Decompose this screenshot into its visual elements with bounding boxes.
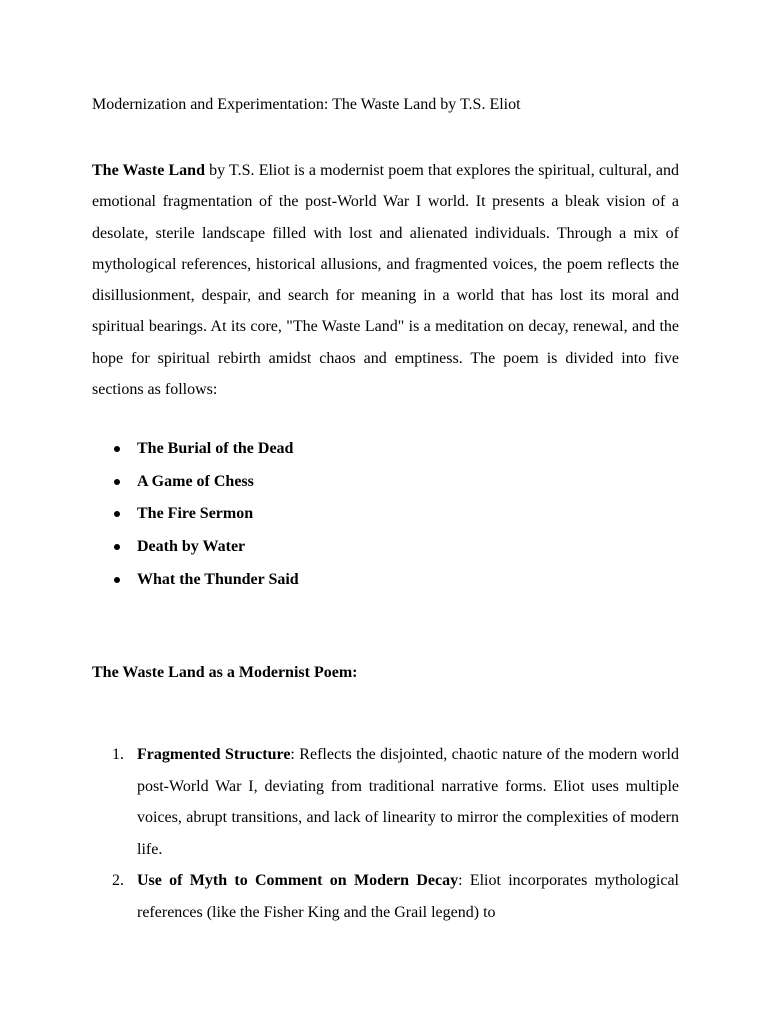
intro-lead-term: The Waste Land (92, 162, 205, 179)
points-list (92, 739, 679, 928)
bullet-icon (114, 446, 120, 452)
intro-body: by T.S. Eliot is a modernist poem that explores the spiritual, cultural, and emotional fragmentation of the post-World War I world. It presents a bleak vision of a desolate, sterile landscape filled with lost and alienated individuals. Through a mix of mythological references, historical allusions, and fragmented voices, the poem reflects the disillusionment, despair, and search for meaning in a world that has lost its moral and spiritual bearings. At its core, "The Waste Land" is a meditation on decay, renewal, and the hope for spiritual rebirth amidst chaos and emptiness. The poem is divided into five sections as follows: (92, 162, 680, 399)
point-text: : Reflects the disjointed, chaotic nature of the modern world post-World War I, deviating from traditional narrative forms. Eliot uses multiple voices, abrupt transitions, and lack of linearity to mirror the complexities of modern life. (137, 746, 679, 858)
point-number: 2. (112, 872, 124, 889)
section-item: Death by Water (92, 534, 299, 567)
bullet-icon (114, 577, 120, 583)
sections-list (92, 436, 299, 599)
section-item: The Burial of the Dead (92, 436, 299, 469)
section-item: A Game of Chess (92, 469, 299, 502)
point-term: Use of Myth to Comment on Modern Decay (137, 872, 459, 889)
bullet-icon (114, 544, 120, 550)
point-number: 1. (112, 746, 124, 763)
point-item (92, 739, 679, 865)
intro-paragraph (92, 155, 679, 405)
point-term: Fragmented Structure (137, 746, 291, 763)
point-item (92, 865, 679, 928)
section-item: The Fire Sermon (92, 501, 299, 534)
bullet-icon (114, 479, 120, 485)
section-heading: The Waste Land as a Modernist Poem: (92, 664, 358, 681)
section-item: What the Thunder Said (92, 567, 299, 600)
document-title: Modernization and Experimentation: The Waste Land by T.S. Eliot (92, 96, 521, 113)
point-text: : Eliot incorporates mythological references (like the Fisher King and the Grail legend) to (137, 872, 680, 921)
bullet-icon (114, 511, 120, 517)
